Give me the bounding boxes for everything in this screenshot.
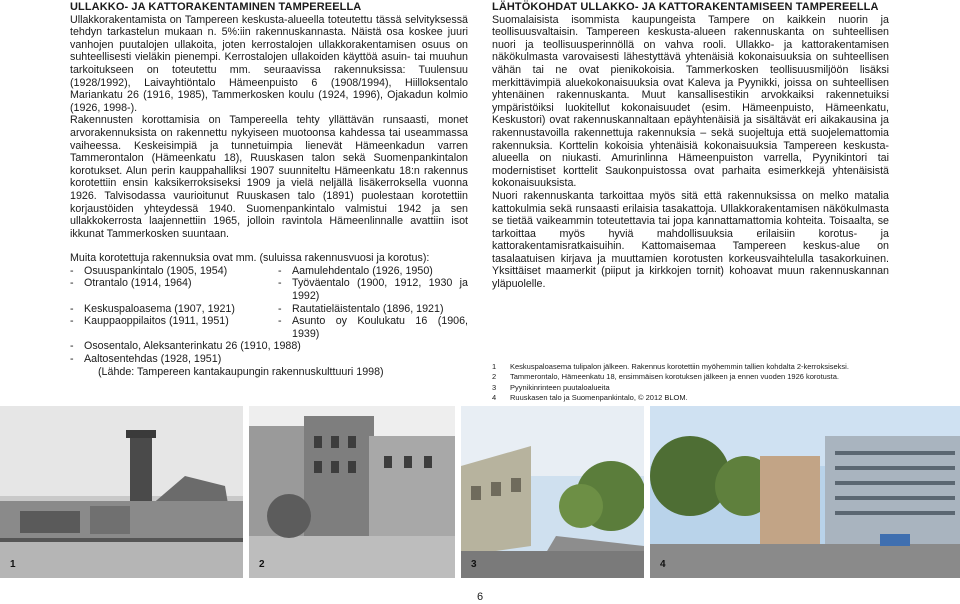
photo-hameenkatu	[249, 406, 455, 578]
page-number: 6	[476, 591, 484, 603]
right-paragraph-2: Nuori rakennuskanta tarkoittaa myös sitä että rakennuksissa on melko matalia kattokulmia sekä runsaasti erilaisia tasakattoja. Ullakkorakentamisen näkökulmasta se tietää vaikeammin toteutettavia tai jopa kannattamattomia kohteita. Toisaalta, se tarkoittaa myös hyviä mahdollisuuksia erilaisiin korotus- ja kattorakentamisratkaisuihin. Kattomaisemaa Tampereen keskus-alue on tasalaatuisen kirjava ja muuttamien korotusten korkeusvaihtelulla tasakorkuinen. Yksittäiset maamerkit (piiput ja kirkkojen tornit) kohoavat muun rakennuskannan yläpuolelle.	[492, 189, 889, 291]
caption-3: 3 Pyynikinrinteen puutaloalueita	[492, 382, 610, 392]
caption-1: 1 Keskuspaloasema tulipalon jälkeen. Rakennus korotettiin myöhemmin tallien kohdalta 2-kerroksiseksi.	[492, 362, 849, 371]
left-paragraph-2: Rakennusten korottamisia on Tampereella tehty yllättävän runsaasti, monet arvorakennuksista on rakennettu nykyiseen muotoonsa kahdessa tai useammassa vaiheessa. Keskeisimpiä ja tunnetuimpia lienevät Hämeenkadun varren Tammerontalon (Hämeenkatu 18), Ruuskasen talon sekä Suomenpankintalon korotukset. Alun perin kauppahalliksi 1907 suunniteltu Hämeenkatu 18:n rakennus korotettiin ensin kaksikerroksiseksi 1909 ja vielä neljällä lisäkerroksella vuonna 1926. Talvisodassa vaurioitunut Ruuskasen talo (1891) puolestaan korotettiin korjaustöiden yhteydessä 1940. Suomenpankintalo valmistui 1942 ja sen ullakkokerrosta laajennettiin 1965, jolloin ravintola Hämeenlinnalle avattiin isot ikkunat Tammerkosken suuntaan.	[70, 114, 468, 240]
photo-number: 1	[10, 559, 16, 570]
raised-buildings-list	[70, 265, 468, 366]
left-paragraph-1: Ullakkorakentamista on Tampereen keskusta-alueella toteutettu tässä selvityksessä tehdyn tarkastelun mukaan n. 5%:iin rakennuskannasta. Näistä osa koskee juuri vanhojen puutalojen ullakoita, joten kerrostalojen ullakkorakentamisen osuus on suhteellisesti vieläkin pienempi. Kerrostalojen ullakoiden käyttöä asuin- tai muuhun tarkoitukseen on toteutettu mm. seuraavissa rakennuksissa: Tuulensuu (1928/1992), Laivayhtiöntalo Hämeenpuisto 6 (1908/1994), Hiilloksentalo Mariankatu 26 (1916, 1985), Tammerkosken koulu (1924, 1996), Ojakadun kolmio (1926, 1998-).	[70, 13, 468, 114]
source-note: (Lähde: Tampereen kantakaupungin rakennuskulttuuri 1998)	[98, 365, 384, 378]
photo-captions	[492, 362, 912, 404]
right-heading: LÄHTÖKOHDAT ULLAKKO- JA KATTORAKENTAMISEEN TAMPEREELLA	[492, 1, 879, 13]
photo-ruuskasen-talo	[650, 406, 960, 578]
left-column	[70, 0, 468, 378]
photo-fire-station	[0, 406, 243, 578]
caption-4: 4 Ruuskasen talo ja Suomenpankintalo, © 2012 BLOM.	[492, 393, 688, 403]
right-column	[492, 0, 889, 291]
list-item: - Otrantalo (1914, 1964) - Työväentalo (1900, 1912, 1930 ja 1992)	[70, 277, 468, 303]
list-intro: Muita korotettuja rakennuksia ovat mm. (suluissa rakennusvuosi ja korotus):	[70, 252, 430, 265]
list-item: - Aaltosentehdas (1928, 1951)	[70, 353, 222, 366]
photo-number: 2	[259, 559, 265, 570]
list-item: - Keskuspaloasema (1907, 1921) - Rautatieläistentalo (1896, 1921)	[70, 302, 444, 315]
photo-number: 4	[660, 559, 666, 570]
right-paragraph-1: Suomalaisista isommista kaupungeista Tampere on kaikkein nuorin ja teollisuusvaltaisin. Tampereen keskusta-alueen rakennuskanta on suhteellisen nuori ja teollisuusperinnöllä on vahva rooli. Ullakko- ja kattorakentamisen näkökulmasta varovaisesti lähestyttävä yhtenäisiä kokonaisuuksia on suhteellisen vähän tai ne ovat pienikokoisia. Tammerkosken teollisuusmiljöön lisäksi merkittävimpiä aluekokonaisuuksia ovat Kaleva ja Pyynikki, joissa on suhteellisen yhtenäinen rakennuskanta. Muut kansallisestikin arvokkaiksi rakennetuiksi ympäristöiksi luokitellut kokonaisuudet (esim. Hämeenpuisto, Hämeenkatu, Keskustori) ovat rakennuskannaltaan epäyhtenäisiä ja sisältävät eri aikakausina ja rakennustavoilla rakennettuja rakennuksia – sekä suojeltuja että suojelemattomia rakennuksia. Korttelin kokoisia yhtenäisiä kokonaisuuksia Tampereen keskusta-alueella on niukasti. Amurinlinna Hämeenpuiston varrella, Pyynikintori tai modernistiset korttelit Saukonpuistossa ovat parhaita esimerkkejä yhtenäisistä kokonaisuuksista.	[492, 13, 889, 190]
list-item: - Kauppaoppilaitos (1911, 1951) - Asunto oy Koulukatu 16 (1906, 1939)	[70, 315, 468, 340]
list-item: - Osuuspankintalo (1905, 1954) - Aamulehdentalo (1926, 1950)	[70, 264, 433, 277]
list-item: - Ososentalo, Aleksanterinkatu 26 (1910, 1988)	[70, 340, 301, 353]
left-heading: ULLAKKO- JA KATTORAKENTAMINEN TAMPEREELLA	[70, 1, 362, 13]
caption-2: 2 Tammerontalo, Hämeenkatu 18, ensimmäisen korotuksen jälkeen ja ennen vuoden 1926 korotusta.	[492, 372, 839, 382]
photo-number: 3	[471, 559, 477, 570]
photo-pyynikinrinne	[461, 406, 644, 578]
